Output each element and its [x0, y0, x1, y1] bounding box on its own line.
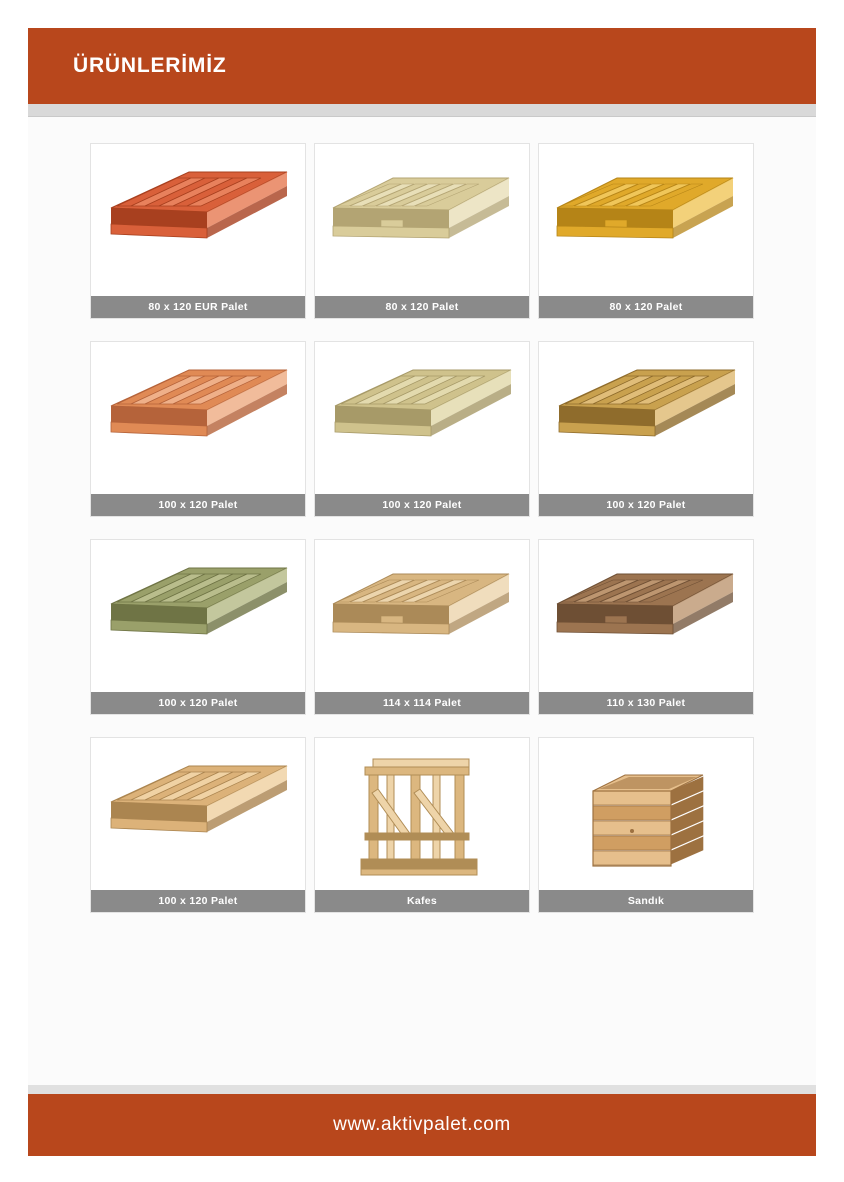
product-card[interactable]: [314, 143, 530, 319]
crate-frame-icon: [315, 738, 529, 890]
product-card[interactable]: [90, 539, 306, 715]
product-caption: Kafes: [315, 890, 529, 912]
pallet-icon: [91, 738, 305, 890]
wooden-box-icon: [539, 738, 753, 890]
product-card[interactable]: [538, 539, 754, 715]
pallet-icon: [539, 540, 753, 692]
product-card[interactable]: [538, 143, 754, 319]
pallet-icon: [91, 144, 305, 296]
header-divider: [28, 104, 816, 117]
page-footer: [28, 1094, 816, 1156]
pallet-icon: [91, 342, 305, 494]
product-caption: 80 x 120 Palet: [539, 296, 753, 318]
pallet-icon: [315, 540, 529, 692]
product-card[interactable]: [90, 341, 306, 517]
product-caption: 100 x 120 Palet: [315, 494, 529, 516]
product-caption: 114 x 114 Palet: [315, 692, 529, 714]
product-caption: 100 x 120 Palet: [91, 890, 305, 912]
pallet-icon: [315, 342, 529, 494]
footer-divider: [28, 1085, 816, 1094]
product-caption: 80 x 120 EUR Palet: [91, 296, 305, 318]
product-caption: 100 x 120 Palet: [91, 494, 305, 516]
product-card[interactable]: [90, 143, 306, 319]
pallet-icon: [315, 144, 529, 296]
product-catalog-body: [28, 117, 816, 1085]
product-caption: 100 x 120 Palet: [91, 692, 305, 714]
product-caption: Sandık: [539, 890, 753, 912]
website-url: www.aktivpalet.com: [333, 1114, 511, 1135]
product-caption: 100 x 120 Palet: [539, 494, 753, 516]
product-card[interactable]: [90, 737, 306, 913]
product-caption: 110 x 130 Palet: [539, 692, 753, 714]
product-card[interactable]: [314, 737, 530, 913]
product-caption: 80 x 120 Palet: [315, 296, 529, 318]
page-header: [28, 28, 816, 104]
product-card[interactable]: [538, 737, 754, 913]
product-card[interactable]: [314, 539, 530, 715]
body-spacer: [28, 913, 816, 1085]
product-card[interactable]: [538, 341, 754, 517]
product-grid: [90, 143, 754, 913]
page-title: ÜRÜNLERİMİZ: [73, 54, 227, 77]
brochure-sheet: [28, 28, 816, 1156]
pallet-icon: [539, 144, 753, 296]
pallet-icon: [91, 540, 305, 692]
pallet-icon: [539, 342, 753, 494]
product-card[interactable]: [314, 341, 530, 517]
